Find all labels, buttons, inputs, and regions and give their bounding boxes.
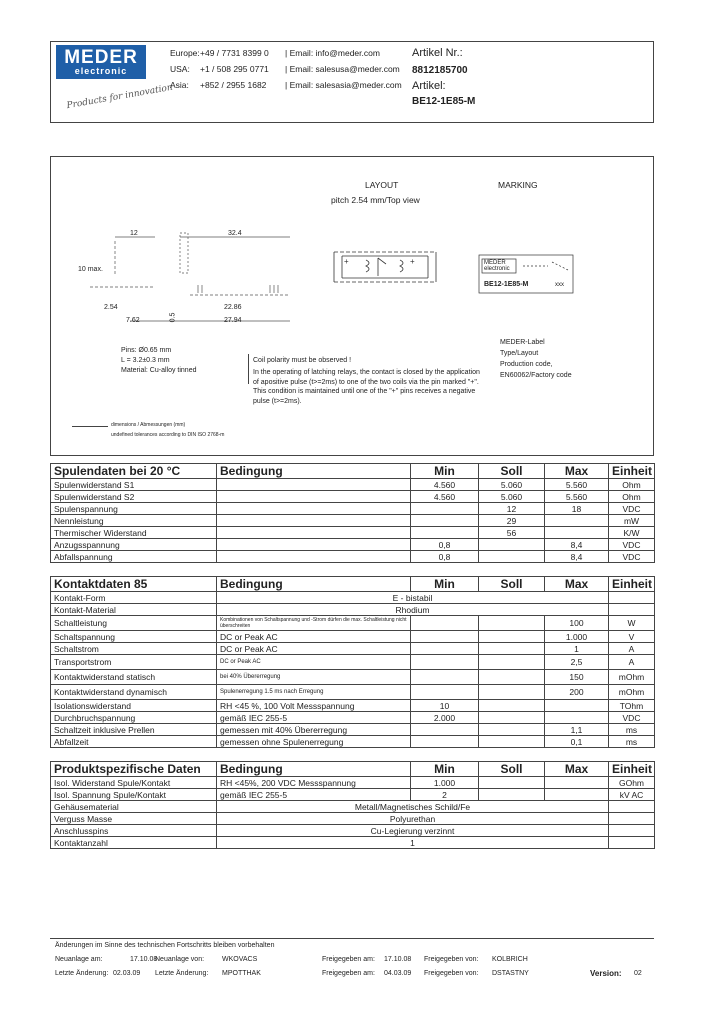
logo-top: MEDER <box>64 47 138 68</box>
cell: 29 <box>479 515 545 527</box>
cell: Polyurethan <box>217 813 609 825</box>
footer-note: Änderungen im Sinne des technischen Fortschritts bleiben vorbehalten <box>55 942 275 949</box>
cell <box>411 503 479 515</box>
cell: VDC <box>609 712 655 724</box>
created-on-label: Neuanlage am: <box>55 956 103 963</box>
table-row <box>51 631 655 643</box>
pitch-label: pitch 2.54 mm/Top view <box>331 195 420 205</box>
cell: RH <45 %, 100 Volt Messspannung <box>217 700 411 712</box>
polarity-divider <box>248 354 249 384</box>
cell: VDC <box>609 503 655 515</box>
cell <box>411 724 479 736</box>
col-header: Einheit <box>609 577 655 592</box>
cell: Ohm <box>609 479 655 491</box>
cell: Gehäusematerial <box>51 801 217 813</box>
cell: Abfallzeit <box>51 736 217 748</box>
cell: Spulenwiderstand S2 <box>51 491 217 503</box>
cell <box>609 604 655 616</box>
table-row <box>51 813 655 825</box>
cell <box>545 527 609 539</box>
dim-note-2: undefined tolerances according to DIN ISO 2768-m <box>111 432 225 438</box>
contact-europe-phone: +49 / 7731 8399 0 <box>200 48 269 58</box>
logo-bottom: electronic <box>74 66 128 76</box>
cell <box>609 825 655 837</box>
col-header: Spulendaten bei 20 °C <box>51 464 217 479</box>
cell: gemäß IEC 255-5 <box>217 789 411 801</box>
cell: gemessen ohne Spulenerregung <box>217 736 411 748</box>
artikel-nr-label: Artikel Nr.: <box>412 47 463 59</box>
svg-text:+: + <box>344 257 349 266</box>
released-by-value: KOLBRICH <box>492 956 528 963</box>
cell <box>411 515 479 527</box>
cell: 5.560 <box>545 479 609 491</box>
released-by-label-2: Freigegeben von: <box>424 970 479 977</box>
cell: Abfallspannung <box>51 551 217 563</box>
table-row <box>51 712 655 724</box>
cell: GOhm <box>609 777 655 789</box>
cell: 4.560 <box>411 491 479 503</box>
cell <box>479 551 545 563</box>
cell <box>545 777 609 789</box>
cell: 2.000 <box>411 712 479 724</box>
cell: Anschlusspins <box>51 825 217 837</box>
col-header: Min <box>411 762 479 777</box>
cell <box>217 479 411 491</box>
col-header: Max <box>545 762 609 777</box>
table-row <box>51 724 655 736</box>
table-row <box>51 837 655 849</box>
created-by-value: WKOVACS <box>222 956 258 963</box>
polarity-title: Coil polarity must be observed ! <box>253 357 352 364</box>
cell: gemäß IEC 255-5 <box>217 712 411 724</box>
table-row <box>51 503 655 515</box>
table-row <box>51 825 655 837</box>
table-row <box>51 670 655 685</box>
col-header: Soll <box>479 762 545 777</box>
cell <box>479 655 545 670</box>
released-by-label: Freigegeben von: <box>424 956 479 963</box>
cell: 10 <box>411 700 479 712</box>
product-data-table <box>50 761 655 849</box>
cell <box>609 837 655 849</box>
cell: 12 <box>479 503 545 515</box>
cell: Spulenspannung <box>51 503 217 515</box>
cell <box>217 515 411 527</box>
cell: 200 <box>545 685 609 700</box>
col-header: Bedingung <box>217 762 411 777</box>
table-row <box>51 736 655 748</box>
last-change-label: Letzte Änderung: <box>55 970 109 977</box>
marking-code: xxx <box>555 282 564 288</box>
cell: 56 <box>479 527 545 539</box>
cell <box>479 700 545 712</box>
cell: Transportstrom <box>51 655 217 670</box>
footer-rule <box>50 938 654 939</box>
col-header: Bedingung <box>217 464 411 479</box>
plus-markers <box>344 257 415 266</box>
contact-usa-email: | Email: salesusa@meder.com <box>285 64 400 74</box>
cell <box>545 700 609 712</box>
table-row <box>51 527 655 539</box>
released-on-value: 17.10.08 <box>384 956 412 963</box>
cell <box>479 670 545 685</box>
version-value: 02 <box>634 970 642 977</box>
table-header <box>51 464 655 479</box>
cell: A <box>609 643 655 655</box>
contact-usa-phone: +1 / 508 295 0771 <box>200 64 269 74</box>
cell: 5.060 <box>479 491 545 503</box>
cell: Schaltspannung <box>51 631 217 643</box>
released-by-value-2: DSTASTNY <box>492 970 529 977</box>
dim-7-62: 7.62 <box>126 317 140 324</box>
last-change-by-value: MPOTTHAK <box>222 970 261 977</box>
cell <box>217 551 411 563</box>
cell: E - bistabil <box>217 592 609 604</box>
table-row <box>51 643 655 655</box>
table-row <box>51 616 655 631</box>
cell: 100 <box>545 616 609 631</box>
col-header: Min <box>411 577 479 592</box>
cell: A <box>609 655 655 670</box>
cell: Kombinationen von Schaltspannung und -Strom dürfen die max. Schaltleistung nicht überschreiten <box>217 616 411 631</box>
pins-diameter: Pins: Ø0.65 mm <box>121 347 172 354</box>
cell: RH <45%, 200 VDC Messspannung <box>217 777 411 789</box>
cell <box>411 670 479 685</box>
cell: 1 <box>545 643 609 655</box>
cell <box>479 724 545 736</box>
cell: 2,5 <box>545 655 609 670</box>
created-by-label: Neuanlage von: <box>155 956 205 963</box>
cell: Nennleistung <box>51 515 217 527</box>
cell <box>217 503 411 515</box>
table-row <box>51 801 655 813</box>
cell: mOhm <box>609 670 655 685</box>
dim-note-rule <box>72 426 108 427</box>
cell: Kontaktanzahl <box>51 837 217 849</box>
dim-note-1: dimensions / Abmessungen (mm) <box>111 422 186 428</box>
cell: gemessen mit 40% Übererregung <box>217 724 411 736</box>
table-row <box>51 491 655 503</box>
cell: Spulenwiderstand S1 <box>51 479 217 491</box>
cell <box>609 813 655 825</box>
cell: Kontakt-Form <box>51 592 217 604</box>
table-header <box>51 762 655 777</box>
cell: Spulenerregung 1.5 ms nach Erregung <box>217 685 411 700</box>
dim-32-4: 32.4 <box>228 230 242 237</box>
cell <box>479 539 545 551</box>
contact-europe-email: | Email: info@meder.com <box>285 48 380 58</box>
marking-note-1: MEDER-Label <box>500 339 545 346</box>
marking-label: BE12-1E85-M <box>484 281 529 288</box>
cell <box>217 539 411 551</box>
meder-logo <box>56 45 146 79</box>
coil-data-table <box>50 463 655 563</box>
dim-22-86: 22.86 <box>224 304 242 311</box>
dim-10-max: 10 max. <box>78 266 103 273</box>
cell <box>479 712 545 724</box>
cell: Schaltzeit inklusive Prellen <box>51 724 217 736</box>
cell <box>411 643 479 655</box>
col-header: Einheit <box>609 464 655 479</box>
cell: Ohm <box>609 491 655 503</box>
cell: Kontaktwiderstand dynamisch <box>51 685 217 700</box>
cell: 1,1 <box>545 724 609 736</box>
cell: VDC <box>609 539 655 551</box>
last-change-by-label: Letzte Änderung: <box>155 970 209 977</box>
cell: W <box>609 616 655 631</box>
cell: Thermischer Widerstand <box>51 527 217 539</box>
dim-27-94: 27.94 <box>224 317 242 324</box>
cell <box>217 491 411 503</box>
marking-logo: MEDER electronic <box>484 260 510 272</box>
col-header: Einheit <box>609 762 655 777</box>
col-header: Min <box>411 464 479 479</box>
cell: Isol. Spannung Spule/Kontakt <box>51 789 217 801</box>
cell: 1.000 <box>411 777 479 789</box>
cell: Schaltleistung <box>51 616 217 631</box>
cell: Kontaktwiderstand statisch <box>51 670 217 685</box>
released-on-value-2: 04.03.09 <box>384 970 412 977</box>
cell <box>217 527 411 539</box>
table-row <box>51 700 655 712</box>
cell <box>545 515 609 527</box>
slogan: Products for innovation <box>65 82 174 112</box>
cell: Isolationswiderstand <box>51 700 217 712</box>
cell: 4.560 <box>411 479 479 491</box>
cell: Rhodium <box>217 604 609 616</box>
cell: ms <box>609 724 655 736</box>
cell: DC or Peak AC <box>217 631 411 643</box>
cell <box>411 655 479 670</box>
layout-title: LAYOUT <box>365 180 399 190</box>
cell <box>479 685 545 700</box>
col-header: Max <box>545 577 609 592</box>
cell <box>609 801 655 813</box>
cell <box>479 616 545 631</box>
cell <box>609 592 655 604</box>
cell <box>411 685 479 700</box>
cell <box>411 736 479 748</box>
cell: 1.000 <box>545 631 609 643</box>
contact-asia-phone: +852 / 2955 1682 <box>200 80 267 90</box>
cell: V <box>609 631 655 643</box>
cell: DC or Peak AC <box>217 643 411 655</box>
version-label: Version: <box>590 969 622 978</box>
cell: 150 <box>545 670 609 685</box>
marking-note-4: EN60062/Factory code <box>500 372 572 379</box>
cell: ms <box>609 736 655 748</box>
cell: TOhm <box>609 700 655 712</box>
artikel-value: BE12-1E85-M <box>412 96 476 107</box>
cell: kV AC <box>609 789 655 801</box>
cell: 18 <box>545 503 609 515</box>
cell <box>411 616 479 631</box>
cell: Kontakt-Material <box>51 604 217 616</box>
cell: Schaltstrom <box>51 643 217 655</box>
cell: DC or Peak AC <box>217 655 411 670</box>
col-header: Bedingung <box>217 577 411 592</box>
layout-schematic <box>326 238 442 296</box>
cell: bei 40% Übererregung <box>217 670 411 685</box>
cell: K/W <box>609 527 655 539</box>
cell <box>479 631 545 643</box>
dim-12: 12 <box>130 230 138 237</box>
relay-dimension-drawing <box>60 225 300 335</box>
polarity-text: In the operating of latching relays, the contact is closed by the application of apositive pulse (t>=2ms) to one of the two coils via the pin marked "+". This condition is maintained until one of the "+" pins receives a negative pulse (t>=2ms). <box>253 369 480 405</box>
pins-length: L = 3.2±0.3 mm <box>121 357 170 364</box>
cell <box>411 527 479 539</box>
table-row <box>51 592 655 604</box>
cell <box>411 631 479 643</box>
cell: 2 <box>411 789 479 801</box>
released-on-label: Freigegeben am: <box>322 956 375 963</box>
cell: mOhm <box>609 685 655 700</box>
contact-usa-region: USA: <box>170 64 190 74</box>
table-row <box>51 539 655 551</box>
cell: VDC <box>609 551 655 563</box>
cell: Cu-Legierung verzinnt <box>217 825 609 837</box>
cell: 8,4 <box>545 551 609 563</box>
marking-note-3: Production code, <box>500 361 553 368</box>
contact-asia-email: | Email: salesasia@meder.com <box>285 80 402 90</box>
contact-asia-region: Asia: <box>170 80 189 90</box>
marking-note-2: Type/Layout <box>500 350 539 357</box>
contact-data-table <box>50 576 655 748</box>
cell: 0,8 <box>411 551 479 563</box>
dim-0-5: 0.5 <box>169 312 177 323</box>
cell: Isol. Widerstand Spule/Kontakt <box>51 777 217 789</box>
pins-material: Material: Cu-alloy tinned <box>121 367 197 374</box>
cell: 0,1 <box>545 736 609 748</box>
cell: Metall/Magnetisches Schild/Fe <box>217 801 609 813</box>
cell: 5.560 <box>545 491 609 503</box>
cell: 8,4 <box>545 539 609 551</box>
marking-title: MARKING <box>498 180 538 190</box>
cell: Durchbruchspannung <box>51 712 217 724</box>
col-header: Soll <box>479 577 545 592</box>
svg-text:+: + <box>410 257 415 266</box>
table-row <box>51 604 655 616</box>
table-row <box>51 777 655 789</box>
cell: Anzugsspannung <box>51 539 217 551</box>
col-header: Max <box>545 464 609 479</box>
cell: Verguss Masse <box>51 813 217 825</box>
cell <box>479 789 545 801</box>
contact-europe-region: Europe: <box>170 48 200 58</box>
cell: 0,8 <box>411 539 479 551</box>
created-on-value: 17.10.08 <box>130 956 158 963</box>
artikel-label: Artikel: <box>412 80 446 92</box>
table-row <box>51 655 655 670</box>
cell: 1 <box>217 837 609 849</box>
table-row <box>51 551 655 563</box>
col-header: Soll <box>479 464 545 479</box>
released-on-label-2: Freigegeben am: <box>322 970 375 977</box>
table-header <box>51 577 655 592</box>
col-header: Produktspezifische Daten <box>51 762 217 777</box>
last-change-value: 02.03.09 <box>113 970 141 977</box>
col-header: Kontaktdaten 85 <box>51 577 217 592</box>
table-row <box>51 479 655 491</box>
cell: 5.060 <box>479 479 545 491</box>
table-row <box>51 789 655 801</box>
artikel-nr-value: 8812185700 <box>412 65 468 76</box>
cell <box>545 712 609 724</box>
cell <box>545 789 609 801</box>
cell: mW <box>609 515 655 527</box>
table-row <box>51 515 655 527</box>
dim-2-54: 2.54 <box>104 304 118 311</box>
cell <box>479 736 545 748</box>
table-row <box>51 685 655 700</box>
cell <box>479 643 545 655</box>
cell <box>479 777 545 789</box>
